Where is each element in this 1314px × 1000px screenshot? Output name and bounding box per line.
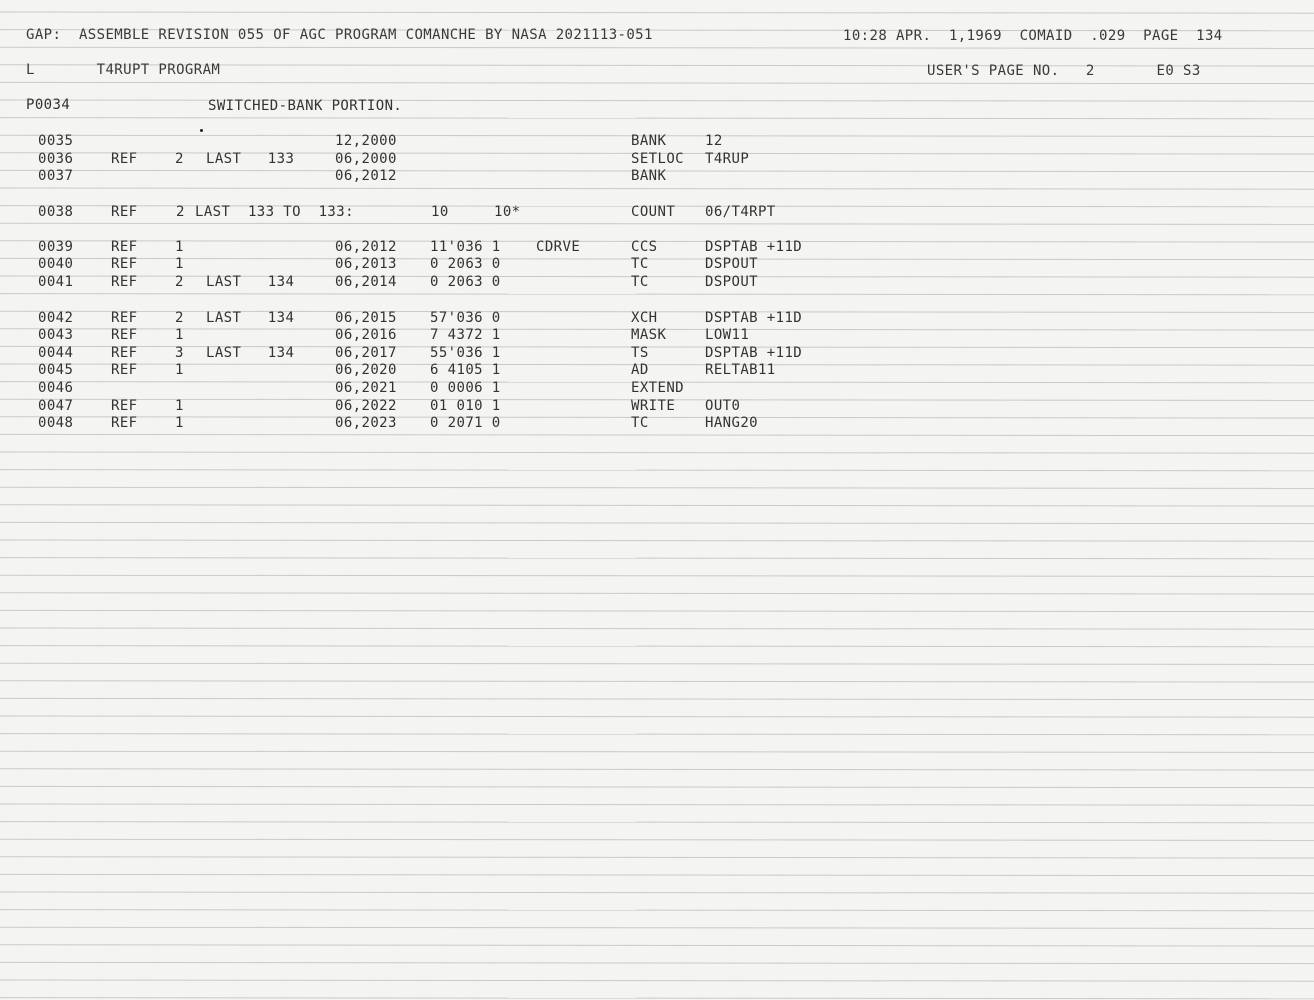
listing-last-ref: LAST 133 bbox=[206, 151, 295, 167]
ruled-line bbox=[0, 558, 1314, 559]
listing-location: 10 bbox=[431, 204, 449, 220]
listing-ref-marker: REF bbox=[111, 151, 138, 167]
ruled-line bbox=[0, 346, 1314, 347]
listing-operand: RELTAB11 bbox=[705, 362, 776, 378]
listing-opcode: SETLOC bbox=[631, 151, 684, 167]
ruled-line bbox=[0, 487, 1314, 488]
listing-opcode: CCS bbox=[631, 239, 658, 255]
listing-opcode: BANK bbox=[631, 168, 667, 184]
listing-location: 06,2017 bbox=[335, 345, 397, 361]
listing-line-number: 0046 bbox=[38, 380, 74, 396]
listing-ref-marker: REF bbox=[111, 310, 138, 326]
ruled-line bbox=[0, 540, 1314, 541]
listing-line-number: 0047 bbox=[38, 398, 74, 414]
ruled-line bbox=[0, 769, 1314, 770]
listing-ref-marker: REF bbox=[111, 398, 138, 414]
listing-location: 06,2022 bbox=[335, 398, 397, 414]
ruled-line bbox=[0, 188, 1314, 189]
listing-location: 06,2015 bbox=[335, 310, 397, 326]
listing-last-ref: LAST 133 TO 133: bbox=[195, 204, 354, 220]
listing-ref-count: 1 bbox=[175, 327, 184, 343]
listing-octal-word: 10* bbox=[494, 204, 521, 220]
listing-opcode: MASK bbox=[631, 327, 667, 343]
ruled-line bbox=[0, 945, 1314, 946]
listing-last-ref: LAST 134 bbox=[206, 345, 295, 361]
ruled-line bbox=[0, 100, 1314, 101]
listing-octal-word: 0 0006 1 bbox=[430, 380, 501, 396]
ruled-line bbox=[0, 681, 1314, 682]
listing-line-number: 0042 bbox=[38, 310, 74, 326]
ruled-line bbox=[0, 593, 1314, 594]
listing-location: 06,2020 bbox=[335, 362, 397, 378]
listing-ref-marker: REF bbox=[111, 239, 138, 255]
listing-line-number: 0038 bbox=[38, 204, 74, 220]
ruled-line bbox=[0, 804, 1314, 805]
listing-ref-count: 2 bbox=[176, 204, 185, 220]
ruled-line bbox=[0, 839, 1314, 840]
listing-location: 06,2014 bbox=[335, 274, 397, 290]
ruled-line bbox=[0, 364, 1314, 365]
listing-location: 12,2000 bbox=[335, 133, 397, 149]
ruled-line bbox=[0, 663, 1314, 664]
listing-ref-count: 1 bbox=[175, 362, 184, 378]
ruled-line bbox=[0, 980, 1314, 981]
ruled-line bbox=[0, 822, 1314, 823]
listing-ref-count: 1 bbox=[175, 398, 184, 414]
listing-ref-count: 3 bbox=[175, 345, 184, 361]
listing-octal-word: 7 4372 1 bbox=[430, 327, 501, 343]
user-page-number: USER'S PAGE NO. 2 E0 S3 bbox=[927, 63, 1201, 79]
listing-octal-word: 0 2063 0 bbox=[430, 256, 501, 272]
listing-last-ref: LAST 134 bbox=[206, 310, 295, 326]
listing-ref-marker: REF bbox=[111, 204, 138, 220]
listing-header-right: 10:28 APR. 1,1969 COMAID .029 PAGE 134 bbox=[843, 28, 1223, 44]
listing-line-number: 0036 bbox=[38, 151, 74, 167]
listing-ref-count: 2 bbox=[175, 310, 184, 326]
ruled-line bbox=[0, 505, 1314, 506]
listing-opcode: TS bbox=[631, 345, 649, 361]
listing-operand: DSPTAB +11D bbox=[705, 239, 803, 255]
listing-last-ref: LAST 134 bbox=[206, 274, 295, 290]
ruled-line bbox=[0, 575, 1314, 576]
program-title: L T4RUPT PROGRAM bbox=[26, 62, 221, 78]
ruled-line bbox=[0, 874, 1314, 875]
listing-operand: LOW11 bbox=[705, 327, 750, 343]
paper-speck bbox=[200, 129, 203, 132]
ruled-line bbox=[0, 276, 1314, 277]
listing-operand: DSPOUT bbox=[705, 274, 758, 290]
ruled-line bbox=[0, 857, 1314, 858]
listing-operand: DSPTAB +11D bbox=[705, 310, 803, 326]
ruled-line bbox=[0, 927, 1314, 928]
listing-ref-marker: REF bbox=[111, 345, 138, 361]
ruled-line bbox=[0, 434, 1314, 435]
listing-location: 06,2012 bbox=[335, 168, 397, 184]
ruled-line bbox=[0, 12, 1314, 13]
listing-line-number: 0040 bbox=[38, 256, 74, 272]
listing-ref-marker: REF bbox=[111, 327, 138, 343]
listing-opcode: TC bbox=[631, 274, 649, 290]
listing-octal-word: 0 2071 0 bbox=[430, 415, 501, 431]
listing-operand: OUT0 bbox=[705, 398, 741, 414]
ruled-line bbox=[0, 610, 1314, 611]
listing-symbol-label: CDRVE bbox=[536, 239, 581, 255]
listing-line-number: 0039 bbox=[38, 239, 74, 255]
ruled-line bbox=[0, 522, 1314, 523]
listing-line-number: 0045 bbox=[38, 362, 74, 378]
ruled-line bbox=[0, 786, 1314, 787]
ruled-line bbox=[0, 892, 1314, 893]
listing-opcode: TC bbox=[631, 256, 649, 272]
listing-octal-word: 11'036 1 bbox=[430, 239, 501, 255]
ruled-line bbox=[0, 452, 1314, 453]
listing-operand: DSPTAB +11D bbox=[705, 345, 803, 361]
listing-opcode: COUNT bbox=[631, 204, 676, 220]
ruled-line bbox=[0, 698, 1314, 699]
listing-opcode: AD bbox=[631, 362, 649, 378]
listing-ref-count: 1 bbox=[175, 239, 184, 255]
listing-line-number: 0037 bbox=[38, 168, 74, 184]
listing-location: 06,2000 bbox=[335, 151, 397, 167]
listing-location: 06,2012 bbox=[335, 239, 397, 255]
listing-opcode: EXTEND bbox=[631, 380, 684, 396]
listing-location: 06,2023 bbox=[335, 415, 397, 431]
listing-opcode: WRITE bbox=[631, 398, 676, 414]
listing-line-number: 0044 bbox=[38, 345, 74, 361]
ruled-line bbox=[0, 716, 1314, 717]
ruled-line bbox=[0, 470, 1314, 471]
listing-line-number: 0035 bbox=[38, 133, 74, 149]
listing-location: 06,2016 bbox=[335, 327, 397, 343]
ruled-line bbox=[0, 82, 1314, 83]
listing-header-left: GAP: ASSEMBLE REVISION 055 OF AGC PROGRAM COMANCHE BY NASA 2021113-051 bbox=[26, 27, 653, 43]
listing-operand: 12 bbox=[705, 133, 723, 149]
listing-line-number: 0041 bbox=[38, 274, 74, 290]
listing-line-number: 0043 bbox=[38, 327, 74, 343]
listing-ref-marker: REF bbox=[111, 362, 138, 378]
listing-location: 06,2013 bbox=[335, 256, 397, 272]
listing-ref-count: 1 bbox=[175, 415, 184, 431]
ruled-line bbox=[0, 417, 1314, 418]
listing-operand: T4RUP bbox=[705, 151, 750, 167]
listing-octal-word: 0 2063 0 bbox=[430, 274, 501, 290]
section-title: SWITCHED-BANK PORTION. bbox=[208, 98, 403, 114]
listing-location: 06,2021 bbox=[335, 380, 397, 396]
ruled-line bbox=[0, 118, 1314, 119]
listing-opcode: BANK bbox=[631, 133, 667, 149]
ruled-line bbox=[0, 962, 1314, 963]
listing-octal-word: 55'036 1 bbox=[430, 345, 501, 361]
listing-line-number: 0048 bbox=[38, 415, 74, 431]
listing-ref-count: 2 bbox=[175, 274, 184, 290]
ruled-line bbox=[0, 751, 1314, 752]
listing-opcode: XCH bbox=[631, 310, 658, 326]
listing-octal-word: 6 4105 1 bbox=[430, 362, 501, 378]
ruled-line bbox=[0, 734, 1314, 735]
ruled-line bbox=[0, 294, 1314, 295]
ruled-line bbox=[0, 910, 1314, 911]
section-id: P0034 bbox=[26, 97, 71, 113]
listing-octal-word: 57'036 0 bbox=[430, 310, 501, 326]
listing-operand: HANG20 bbox=[705, 415, 758, 431]
ruled-line bbox=[0, 646, 1314, 647]
listing-octal-word: 01 010 1 bbox=[430, 398, 501, 414]
listing-ref-marker: REF bbox=[111, 256, 138, 272]
listing-operand: DSPOUT bbox=[705, 256, 758, 272]
listing-ref-marker: REF bbox=[111, 415, 138, 431]
listing-ref-marker: REF bbox=[111, 274, 138, 290]
ruled-line bbox=[0, 258, 1314, 259]
ruled-line bbox=[0, 47, 1314, 48]
listing-opcode: TC bbox=[631, 415, 649, 431]
listing-operand: 06/T4RPT bbox=[705, 204, 776, 220]
listing-ref-count: 1 bbox=[175, 256, 184, 272]
ruled-line bbox=[0, 628, 1314, 629]
ruled-line bbox=[0, 998, 1314, 999]
ruled-line bbox=[0, 223, 1314, 224]
listing-ref-count: 2 bbox=[175, 151, 184, 167]
